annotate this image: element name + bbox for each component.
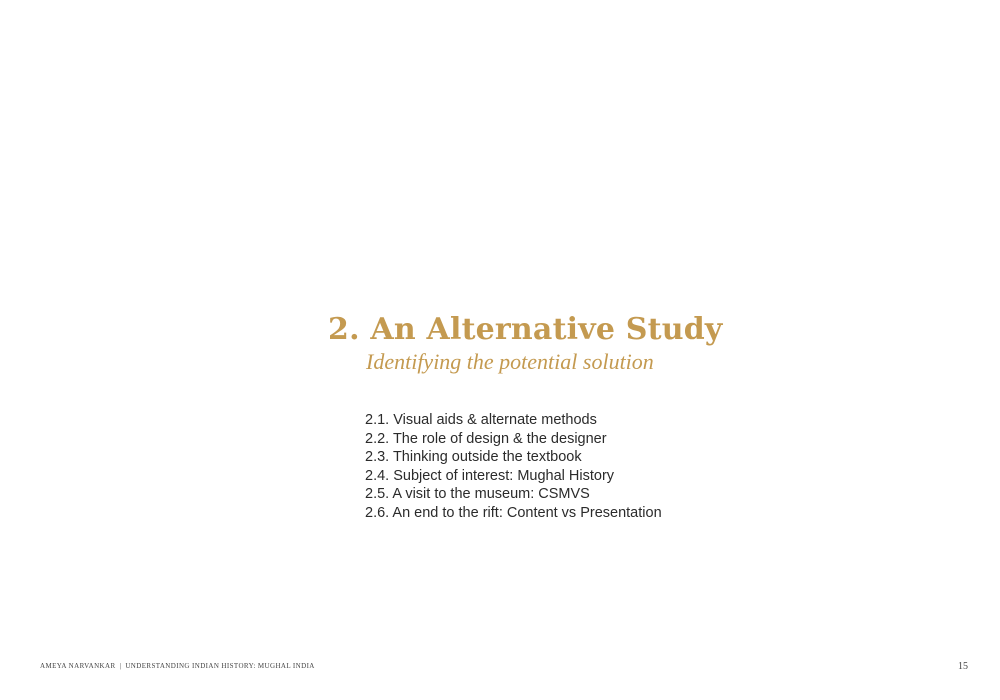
running-footer <box>40 662 315 670</box>
toc-item-2-4: 2.4. Subject of interest: Mughal History <box>365 467 615 484</box>
toc-item-2-3: 2.3. Thinking outside the textbook <box>365 449 582 466</box>
page-number: 15 <box>958 661 968 672</box>
table-of-contents <box>365 411 662 523</box>
chapter-title: 2. An Alternative Study <box>328 312 723 347</box>
footer-author: AMEYA NARVANKAR <box>40 662 116 670</box>
toc-item-2-6: 2.6. An end to the rift: Content vs Presentation <box>365 504 662 521</box>
chapter-heading <box>328 311 748 375</box>
toc-item-2-1: 2.1. Visual aids & alternate methods <box>365 412 597 428</box>
footer-separator: | <box>119 662 122 670</box>
chapter-subtitle: Identifying the potential solution <box>366 349 654 374</box>
toc-item-2-2: 2.2. The role of design & the designer <box>365 430 607 447</box>
toc-item-2-5: 2.5. A visit to the museum: CSMVS <box>365 486 590 503</box>
footer-book-title: UNDERSTANDING INDIAN HISTORY: MUGHAL INDIA <box>125 662 315 670</box>
